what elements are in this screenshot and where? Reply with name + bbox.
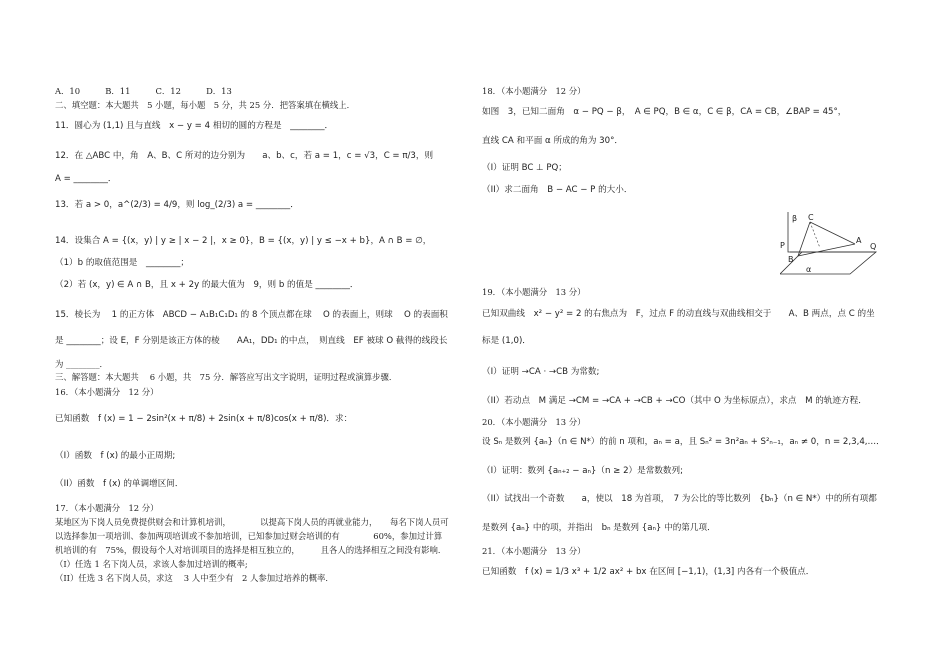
- q20-text: 设 Sₙ 是数列 {aₙ}（n ∈ N*）的前 n 项和，aₙ = a，且 Sₙ² = 3n²aₙ + S²ₙ₋₁，aₙ ≠ 0，n = 2,3,4,…．: [482, 437, 885, 447]
- q18-text-line1: 如图 3，已知二面角 α − PQ − β， A ∈ PQ，B ∈ α，C ∈ β，CA = CB，∠BAP = 45°，: [482, 107, 847, 117]
- q19-part2: （II）若动点 M 满足 →CM = →CA + →CB + →CO（其中 O 为坐标原点），求点 M 的轨迹方程．: [482, 396, 867, 406]
- q19-text-line1: 已知双曲线 x² − y² = 2 的右焦点为 F，过点 F 的动直线与双曲线相交于 A、B 两点，点 C 的坐: [482, 309, 875, 319]
- label-b: B: [788, 255, 794, 264]
- q17-text-line1: 某地区为下岗人员免费提供财会和计算机培训， 以提高下岗人员的再就业能力， 每名下岗人员可: [55, 517, 449, 527]
- segment-ca: [810, 222, 855, 244]
- segment-ba: [798, 244, 855, 256]
- q12-text-line1: 12．在 △ABC 中，角 A、B、C 所对的边分别为 a、b、c，若 a = 1，c = √3，C = π/3，则: [55, 151, 434, 161]
- q15-text-line1: 15．棱长为 1 的正方体 ABCD − A₁B₁C₁D₁ 的 8 个顶点都在球 O 的表面上，则球 O 的表面积: [55, 310, 448, 320]
- q18-part2: （II）求二面角 B − AC − P 的大小．: [482, 185, 633, 195]
- dihedral-angle-diagram: [780, 212, 878, 276]
- q13-text: 13．若 a > 0，a^(2/3) = 4/9，则 log_(2/3) a = ________．: [55, 200, 299, 210]
- section2-heading: 二、填空题：本大题共 5 小题，每小题 5 分，共 25 分．把答案填在横线上．: [55, 100, 355, 110]
- q18-heading: 18．（本小题满分 12 分）: [482, 86, 586, 96]
- label-c: C: [808, 213, 814, 222]
- q18-text-line2: 直线 CA 和平面 α 所成的角为 30°．: [482, 136, 623, 146]
- q14-part1: （1）b 的取值范围是 ________；: [55, 258, 189, 268]
- q16-text: 已知函数 f (x) = 1 − 2sin²(x + π/8) + 2sin(x + π/8)cos(x + π/8)．求：: [55, 414, 353, 424]
- label-a: A: [856, 236, 862, 245]
- q19-part1: （I）证明 →CA · →CB 为常数;: [482, 367, 600, 377]
- q15-text-line3: 为 ________．: [55, 359, 108, 369]
- q14-part2: （2）若 (x，y) ∈ A ∩ B，且 x + 2y 的最大值为 9，则 b 的值是 ________．: [55, 280, 359, 290]
- q11-text: 11．圆心为 (1,1) 且与直线 x − y = 4 相切的圆的方程是 ________．: [55, 121, 334, 131]
- q20-part1: （I）证明：数列 {aₙ₊₂ − aₙ}（n ≥ 2）是常数数列;: [482, 466, 684, 476]
- q12-text-line2: A = ________．: [55, 174, 117, 184]
- q21-heading: 21．（本小题满分 13 分）: [482, 546, 586, 556]
- segment-cb: [798, 222, 810, 256]
- q20-part2-line1: （II）试找出一个奇数 a，使以 18 为首项， 7 为公比的等比数列 {bₙ}（n ∈ N*）中的所有项都: [482, 494, 877, 504]
- q17-part2: （II）任选 3 名下岗人员，求这 3 人中至少有 2 人参加过培养的概率．: [55, 573, 334, 583]
- label-beta: β: [792, 214, 798, 223]
- q21-text: 已知函数 f (x) = 1/3 x³ + 1/2 ax² + bx 在区间 [−1,1)，(1,3] 内各有一个极值点．: [482, 567, 815, 577]
- q20-part2-line2: 是数列 {aₙ} 中的项，并指出 bₙ 是数列 {aₙ} 中的第几项．: [482, 523, 716, 533]
- q19-text-line2: 标是 (1,0)．: [482, 336, 531, 346]
- dihedral-angle-figure: [780, 212, 878, 276]
- q19-heading: 19．（本小题满分 13 分）: [482, 287, 586, 297]
- q17-text-line2: 以选择参加一项培训、参加两项培训或不参加培训，已知参加过财会培训的有 60%，参加过计算: [55, 531, 443, 541]
- q20-heading: 20．（本小题满分 13 分）: [482, 417, 586, 427]
- q17-part1: （I）任选 1 名下岗人员，求该人参加过培训的概率;: [55, 559, 248, 569]
- q16-part1: （I）函数 f (x) 的最小正周期;: [55, 451, 176, 461]
- q17-heading: 17．（本小题满分 12 分）: [55, 503, 159, 513]
- q16-part2: （II）函数 f (x) 的单调增区间．: [55, 479, 184, 489]
- label-p: P: [780, 241, 785, 250]
- q18-part1: （I）证明 BC ⊥ PQ；: [482, 163, 567, 173]
- q10-options: A．10 B．11 C．12 D．13: [55, 86, 232, 96]
- label-q: Q: [870, 242, 877, 251]
- label-alpha: α: [806, 265, 812, 274]
- q14-text: 14．设集合 A = {(x，y) | y ≥ | x − 2 |，x ≥ 0}，B = {(x，y) | y ≤ −x + b}，A ∩ B = ∅，: [55, 236, 432, 246]
- q15-text-line2: 是 ________；设 E，F 分别是该正方体的棱 AA₁，DD₁ 的中点， 则直线 EF 被球 O 截得的线段长: [55, 336, 448, 346]
- plane-alpha: [780, 252, 876, 274]
- q16-heading: 16．（本小题满分 12 分）: [55, 387, 159, 397]
- q17-text-line3: 机培训的有 75%，假设每个人对培训项目的选择是相互独立的， 且各人的选择相互之间没有影响．: [55, 545, 447, 555]
- section3-heading: 三、解答题：本大题共 6 小题，共 75 分．解答应写出文字说明，证明过程或演算步骤．: [55, 372, 398, 382]
